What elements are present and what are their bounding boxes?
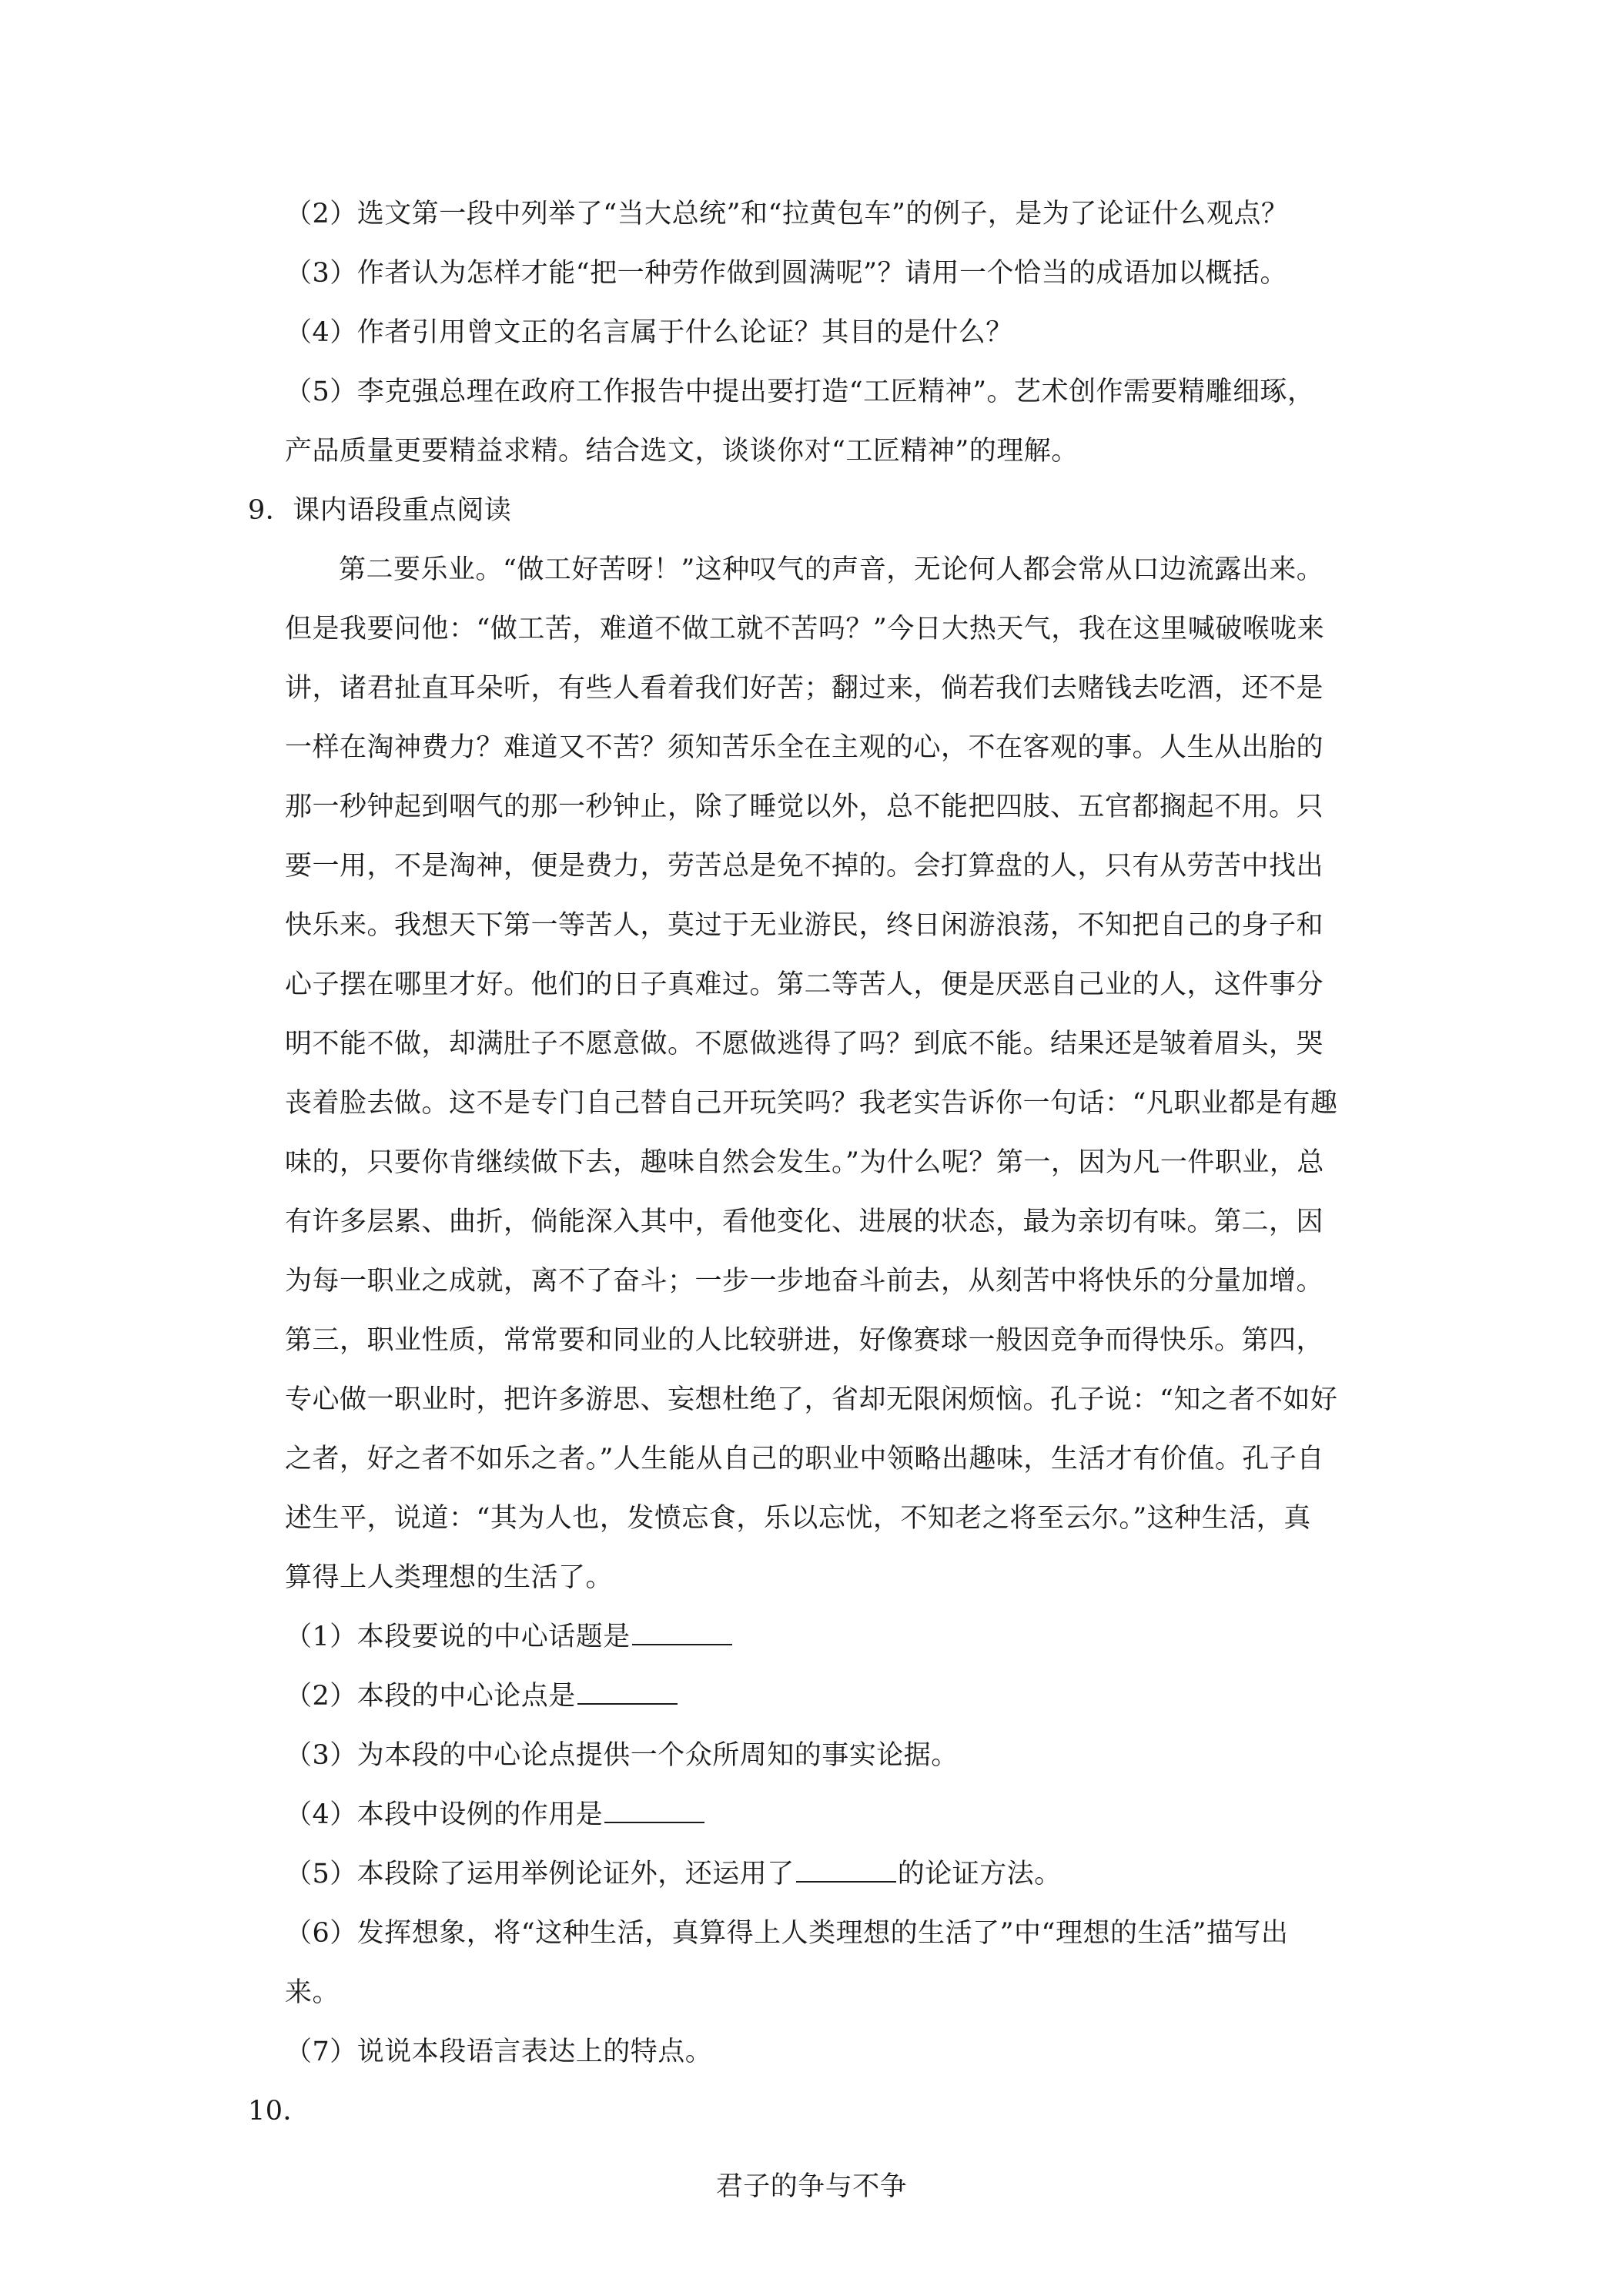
passage-line: 讲，诸君扯直耳朵听，有些人看着我们好苦；翻过来，倘若我们去赌钱去吃酒，还不是 [285,673,1324,704]
passage-line: 算得上人类理想的生活了。 [285,1562,614,1593]
q9-question-5 [285,1855,1062,1893]
q9-question-2-text: （2）本段的中心论点是 [285,1681,576,1712]
passage-line: 要一用，不是淘神，便是费力，劳苦总是免不掉的。会打算盘的人，只有从劳苦中找出 [285,851,1324,882]
q8-part-5: （5）李克强总理在政府工作报告中提出要打造“工匠精神”。艺术创作需要精雕细琢， [285,377,1315,407]
q9-question-4-text: （4）本段中设例的作用是 [285,1799,604,1830]
passage-line: 为每一职业之成就，离不了奋斗；一步一步地奋斗前去，从刻苦中将快乐的分量加增。 [285,1266,1324,1297]
passage-line: 心子摆在哪里才好。他们的日子真难过。第二等苦人，便是厌恶自己业的人，这件事分 [285,969,1324,1000]
q9-question-6-cont: 来。 [285,1977,340,2008]
passage-line: 第三，职业性质，常常要和同业的人比较骈进，好像赛球一般因竞争而得快乐。第四， [285,1325,1324,1356]
passage-line: 一样在淘神费力？难道又不苦？须知苦乐全在主观的心，不在客观的事。人生从出胎的 [285,732,1324,763]
passage-line: 快乐来。我想天下第一等苦人，莫过于无业游民，终日闲游浪荡，不知把自己的身子和 [285,910,1324,941]
passage-line: 之者，好之者不如乐之者。”人生能从自己的职业中领略出趣味，生活才有价值。孔子自 [285,1444,1324,1474]
q9-label: 9．课内语段重点阅读 [248,495,512,526]
q8-part-3: （3）作者认为怎样才能“把一种劳作做到圆满呢”？请用一个恰当的成语加以概括。 [285,258,1288,289]
q9-question-7: （7）说说本段语言表达上的特点。 [285,2037,713,2067]
passage-line: 但是我要问他：“做工苦，难道不做工就不苦吗？”今日大热天气，我在这里喊破喉咙来 [285,614,1325,644]
q9-question-5-text-after: 的论证方法。 [897,1859,1062,1889]
q10-label: 10． [248,2096,311,2127]
passage-line: 明不能不做，却满肚子不愿意做。不愿做逃得了吗？到底不能。结果还是皱着眉头，哭 [285,1029,1324,1059]
q9-question-5-text-before: （5）本段除了运用举例论证外，还运用了 [285,1859,795,1889]
passage-line: 第二要乐业。“做工好苦呀！”这种叹气的声音，无论何人都会常从口边流露出来。 [339,554,1324,585]
answer-blank[interactable] [577,1677,678,1705]
passage-line: 有许多层累、曲折，倘能深入其中，看他变化、进展的状态，最为亲切有味。第二，因 [285,1207,1324,1237]
passage-line: 那一秒钟起到咽气的那一秒钟止，除了睡觉以外，总不能把四肢、五官都搁起不用。只 [285,792,1324,822]
q8-part-2: （2）选文第一段中列举了“当大总统”和“拉黄包车”的例子，是为了论证什么观点？ [285,199,1289,229]
q8-part-4: （4）作者引用曾文正的名言属于什么论证？其目的是什么？ [285,317,1013,348]
q9-question-2 [285,1677,679,1715]
q9-question-3: （3）为本段的中心论点提供一个众所周知的事实论据。 [285,1740,959,1771]
q10-title: 君子的争与不争 [715,2171,908,2202]
passage-line: 味的，只要你肯继续做下去，趣味自然会发生。”为什么呢？第一，因为凡一件职业，总 [285,1147,1324,1178]
q9-question-1-text: （1）本段要说的中心话题是 [285,1622,631,1652]
q9-question-1 [285,1618,734,1656]
q9-question-6: （6）发挥想象，将“这种生活，真算得上人类理想的生活了”中“理想的生活”描写出 [285,1918,1289,1949]
answer-blank[interactable] [604,1796,704,1823]
answer-blank[interactable] [632,1618,732,1645]
passage-line: 丧着脸去做。这不是专门自己替自己开玩笑吗？我老实告诉你一句话：“凡职业都是有趣 [285,1088,1338,1119]
passage-line: 专心做一职业时，把许多游思、妄想杜绝了，省却无限闲烦恼。孔子说：“知之者不如好 [285,1384,1338,1415]
q9-question-4 [285,1796,706,1834]
answer-blank[interactable] [796,1855,896,1883]
passage-line: 述生平，说道：“其为人也，发愤忘食，乐以忘忧，不知老之将至云尔。”这种生活，真 [285,1503,1311,1534]
q8-part-5-cont: 产品质量更要精益求精。结合选文，谈谈你对“工匠精神”的理解。 [285,436,1079,467]
